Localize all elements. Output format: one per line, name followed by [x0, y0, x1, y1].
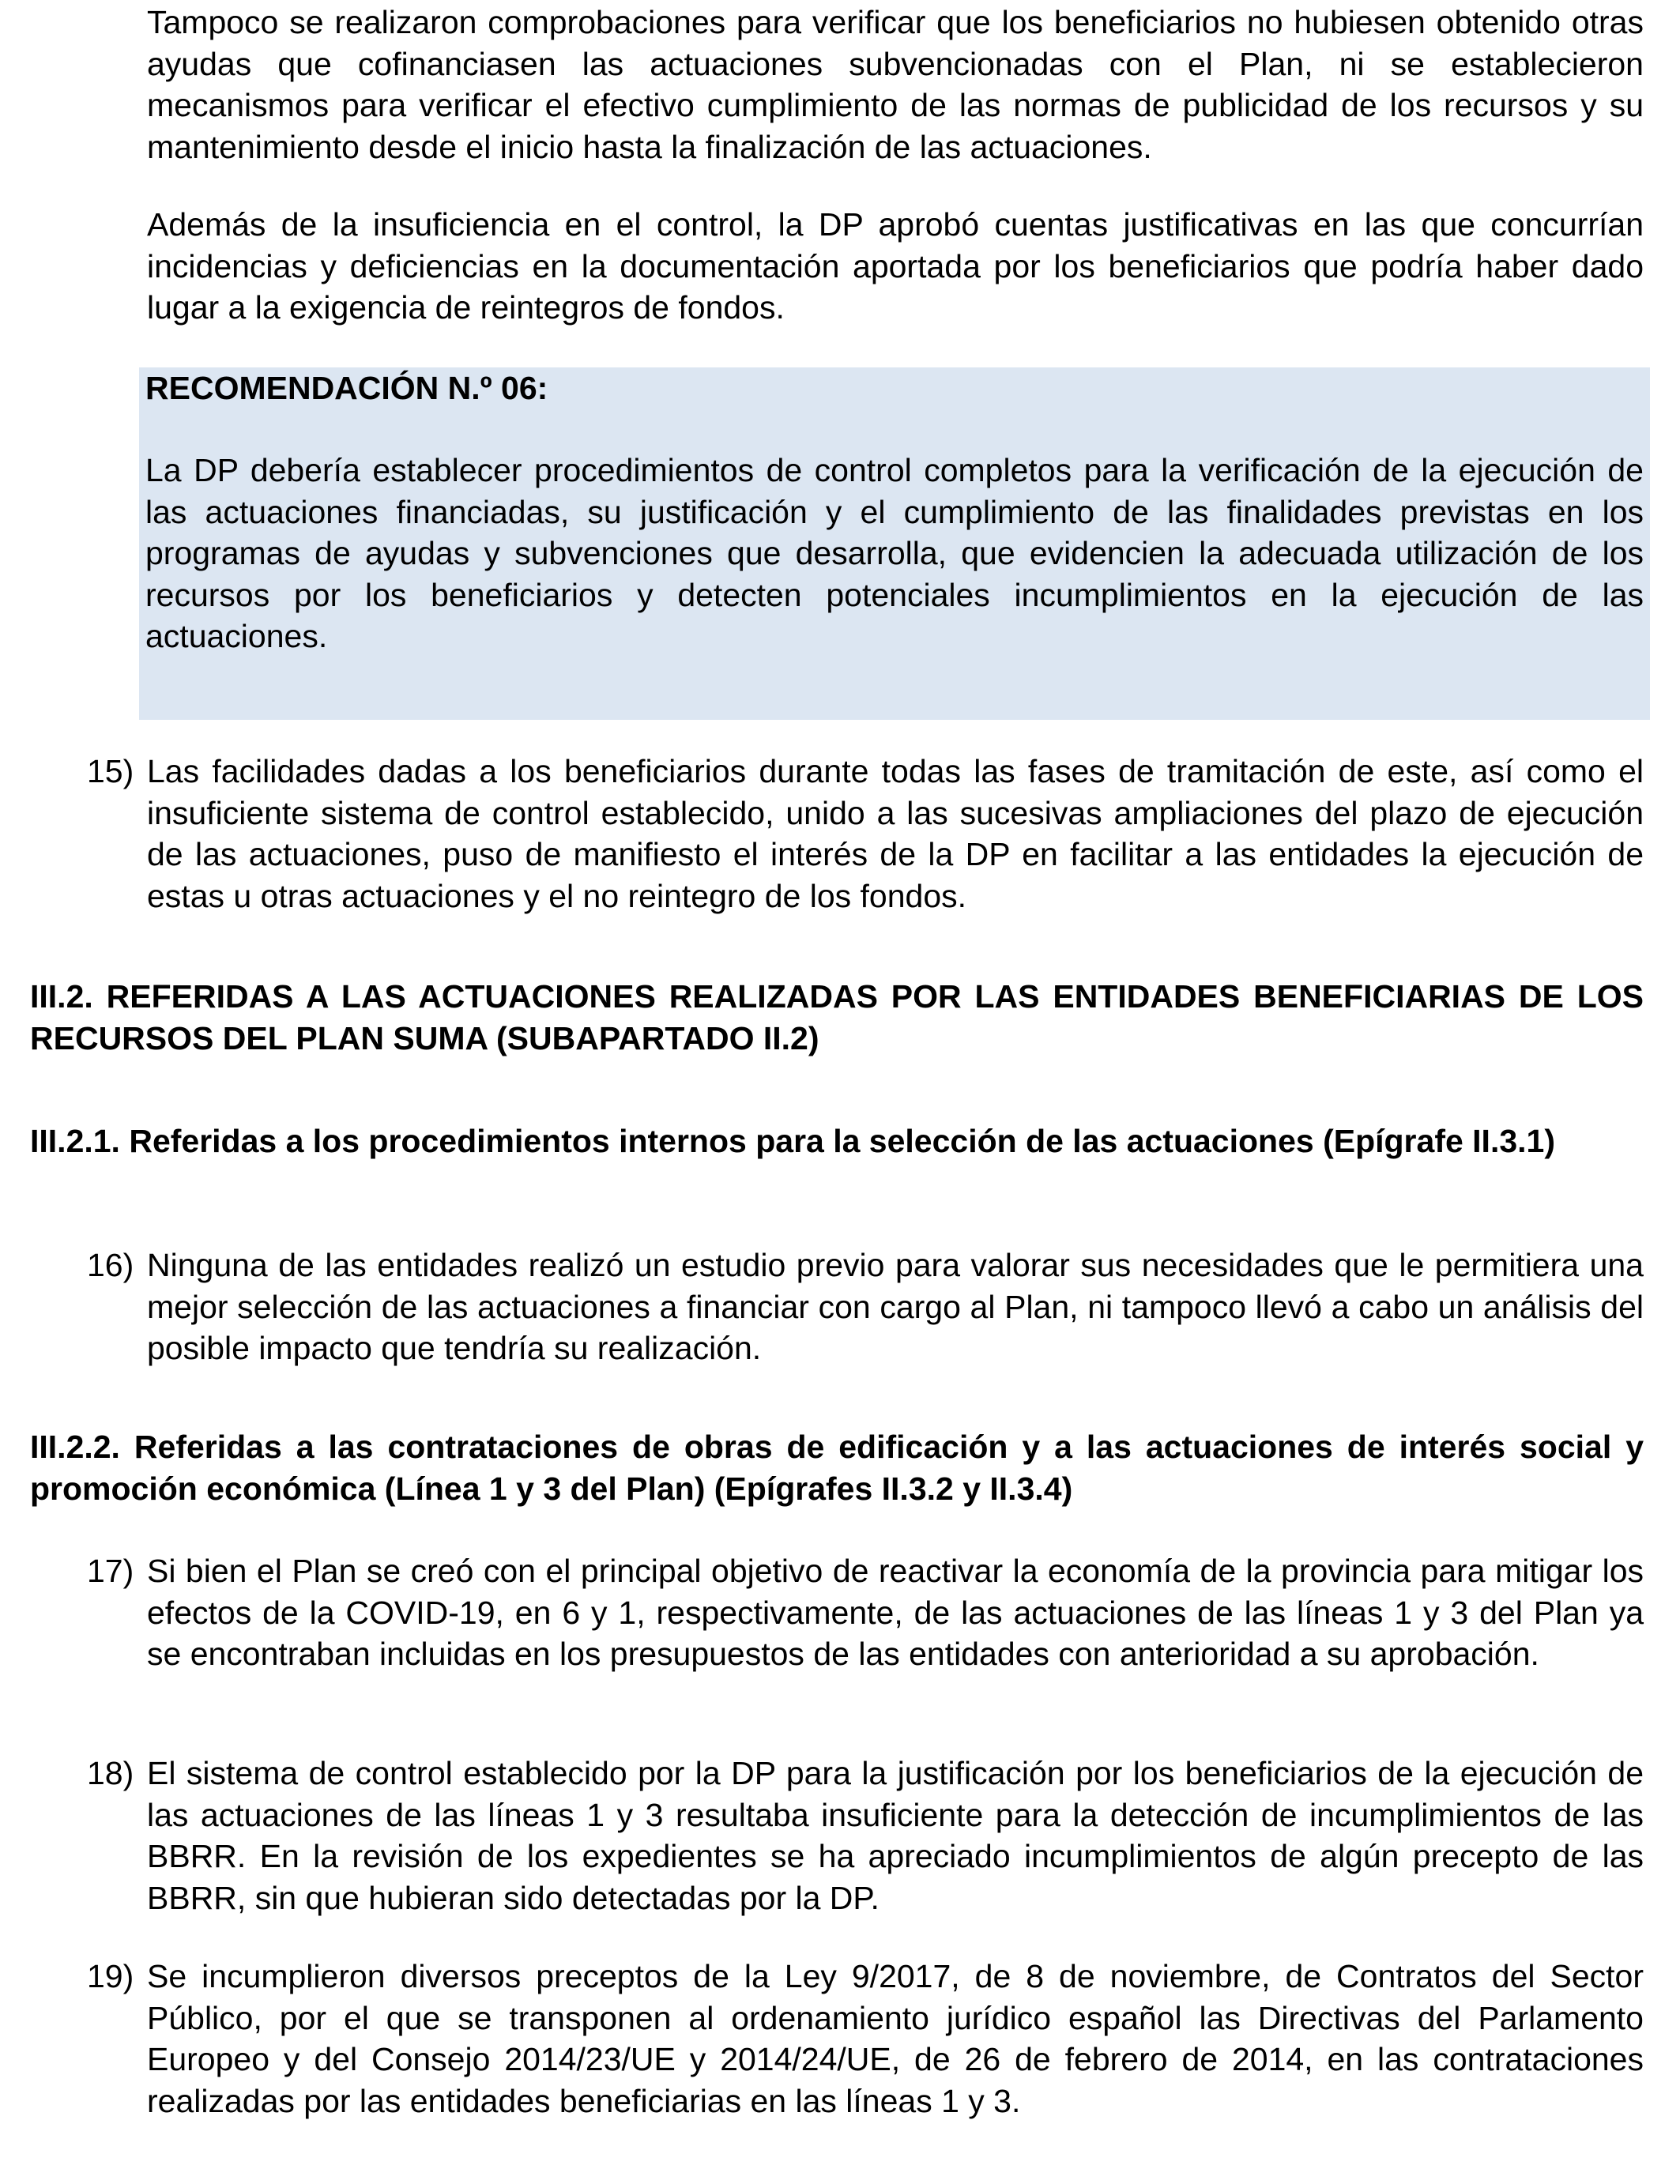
list-item-text: Ninguna de las entidades realizó un estudio previo para valorar sus necesidades que le permitiera una mejor selección de las actuaciones a financiar con cargo al Plan, ni tampoco llevó a cabo un análisis del posible impacto que tendría su realización.	[147, 1247, 1644, 1366]
list-item-text: El sistema de control establecido por la DP para la justificación por los beneficiarios de la ejecución de las actuaciones de las líneas 1 y 3 resultaba insuficiente para la detección de incumplimientos de las BBRR. En la revisión de los expedientes se ha apreciado incumplimientos de algún precepto de las BBRR, sin que hubieran sido detectadas por la DP.	[147, 1755, 1644, 1916]
list-item-number: 17)	[87, 1553, 134, 1589]
subsection-heading-iii-2-2: III.2.2. Referidas a las contrataciones de obras de edificación y a las actuaciones de interés social y promoción económica (Línea 1 y 3 del Plan) (Epígrafes II.3.2 y II.3.4)	[30, 1429, 1644, 1507]
section-heading-iii-2: III.2. REFERIDAS A LAS ACTUACIONES REALIZADAS POR LAS ENTIDADES BENEFICIARIAS DE LOS RECURSOS DEL PLAN SUMA (SUBAPARTADO II.2)	[30, 978, 1644, 1056]
list-item-number: 16)	[87, 1247, 134, 1283]
list-item-number: 15)	[87, 753, 134, 789]
recommendation-title: RECOMENDACIÓN N.º 06:	[145, 370, 548, 406]
list-item-text: Las facilidades dadas a los beneficiarios durante todas las fases de tramitación de este, así como el insuficiente sistema de control establecido, unido a las sucesivas ampliaciones del plazo de ejecución de las actuaciones, puso de manifiesto el interés de la DP en facilitar a las entidades la ejecución de estas u otras actuaciones y el no reintegro de los fondos.	[147, 753, 1644, 914]
recommendation-text: La DP debería establecer procedimientos de control completos para la verificación de la ejecución de las actuaciones financiadas, su justificación y el cumplimiento de las finalidades previstas en los programas de ayudas y subvenciones que desarrolla, que evidencien la adecuada utilización de los recursos por los beneficiarios y detecten potenciales incumplimientos en la ejecución de las actuaciones.	[145, 452, 1644, 654]
list-item-text: Se incumplieron diversos preceptos de la Ley 9/2017, de 8 de noviembre, de Contratos del Sector Público, por el que se transponen al ordenamiento jurídico español las Directivas del Parlamento Europeo y del Consejo 2014/23/UE y 2014/24/UE, de 26 de febrero de 2014, en las contrataciones realizadas por las entidades beneficiarias en las líneas 1 y 3.	[147, 1958, 1644, 2119]
paragraph-control-insufficiency: Además de la insuficiencia en el control, la DP aprobó cuentas justificativas en las que concurrían incidencias y deficiencias en la documentación aportada por los beneficiarios que podría haber dado lugar a la exigencia de reintegros de fondos.	[147, 206, 1644, 326]
list-item-number: 18)	[87, 1755, 134, 1791]
list-item-number: 19)	[87, 1958, 134, 1994]
paragraph-verification-checks: Tampoco se realizaron comprobaciones para verificar que los beneficiarios no hubiesen obtenido otras ayudas que cofinanciasen las actuaciones subvencionadas con el Plan, ni se establecieron mecanismos para verificar el efectivo cumplimiento de las normas de publicidad de los recursos y su mantenimiento desde el inicio hasta la finalización de las actuaciones.	[147, 4, 1644, 165]
subsection-heading-iii-2-1: III.2.1. Referidas a los procedimientos internos para la selección de las actuaciones (Epígrafe II.3.1)	[30, 1123, 1555, 1159]
list-item-text: Si bien el Plan se creó con el principal objetivo de reactivar la economía de la provincia para mitigar los efectos de la COVID-19, en 6 y 1, respectivamente, de las actuaciones de las líneas 1 y 3 del Plan ya se encontraban incluidas en los presupuestos de las entidades con anterioridad a su aprobación.	[147, 1553, 1644, 1672]
recommendation-box	[139, 367, 1650, 720]
